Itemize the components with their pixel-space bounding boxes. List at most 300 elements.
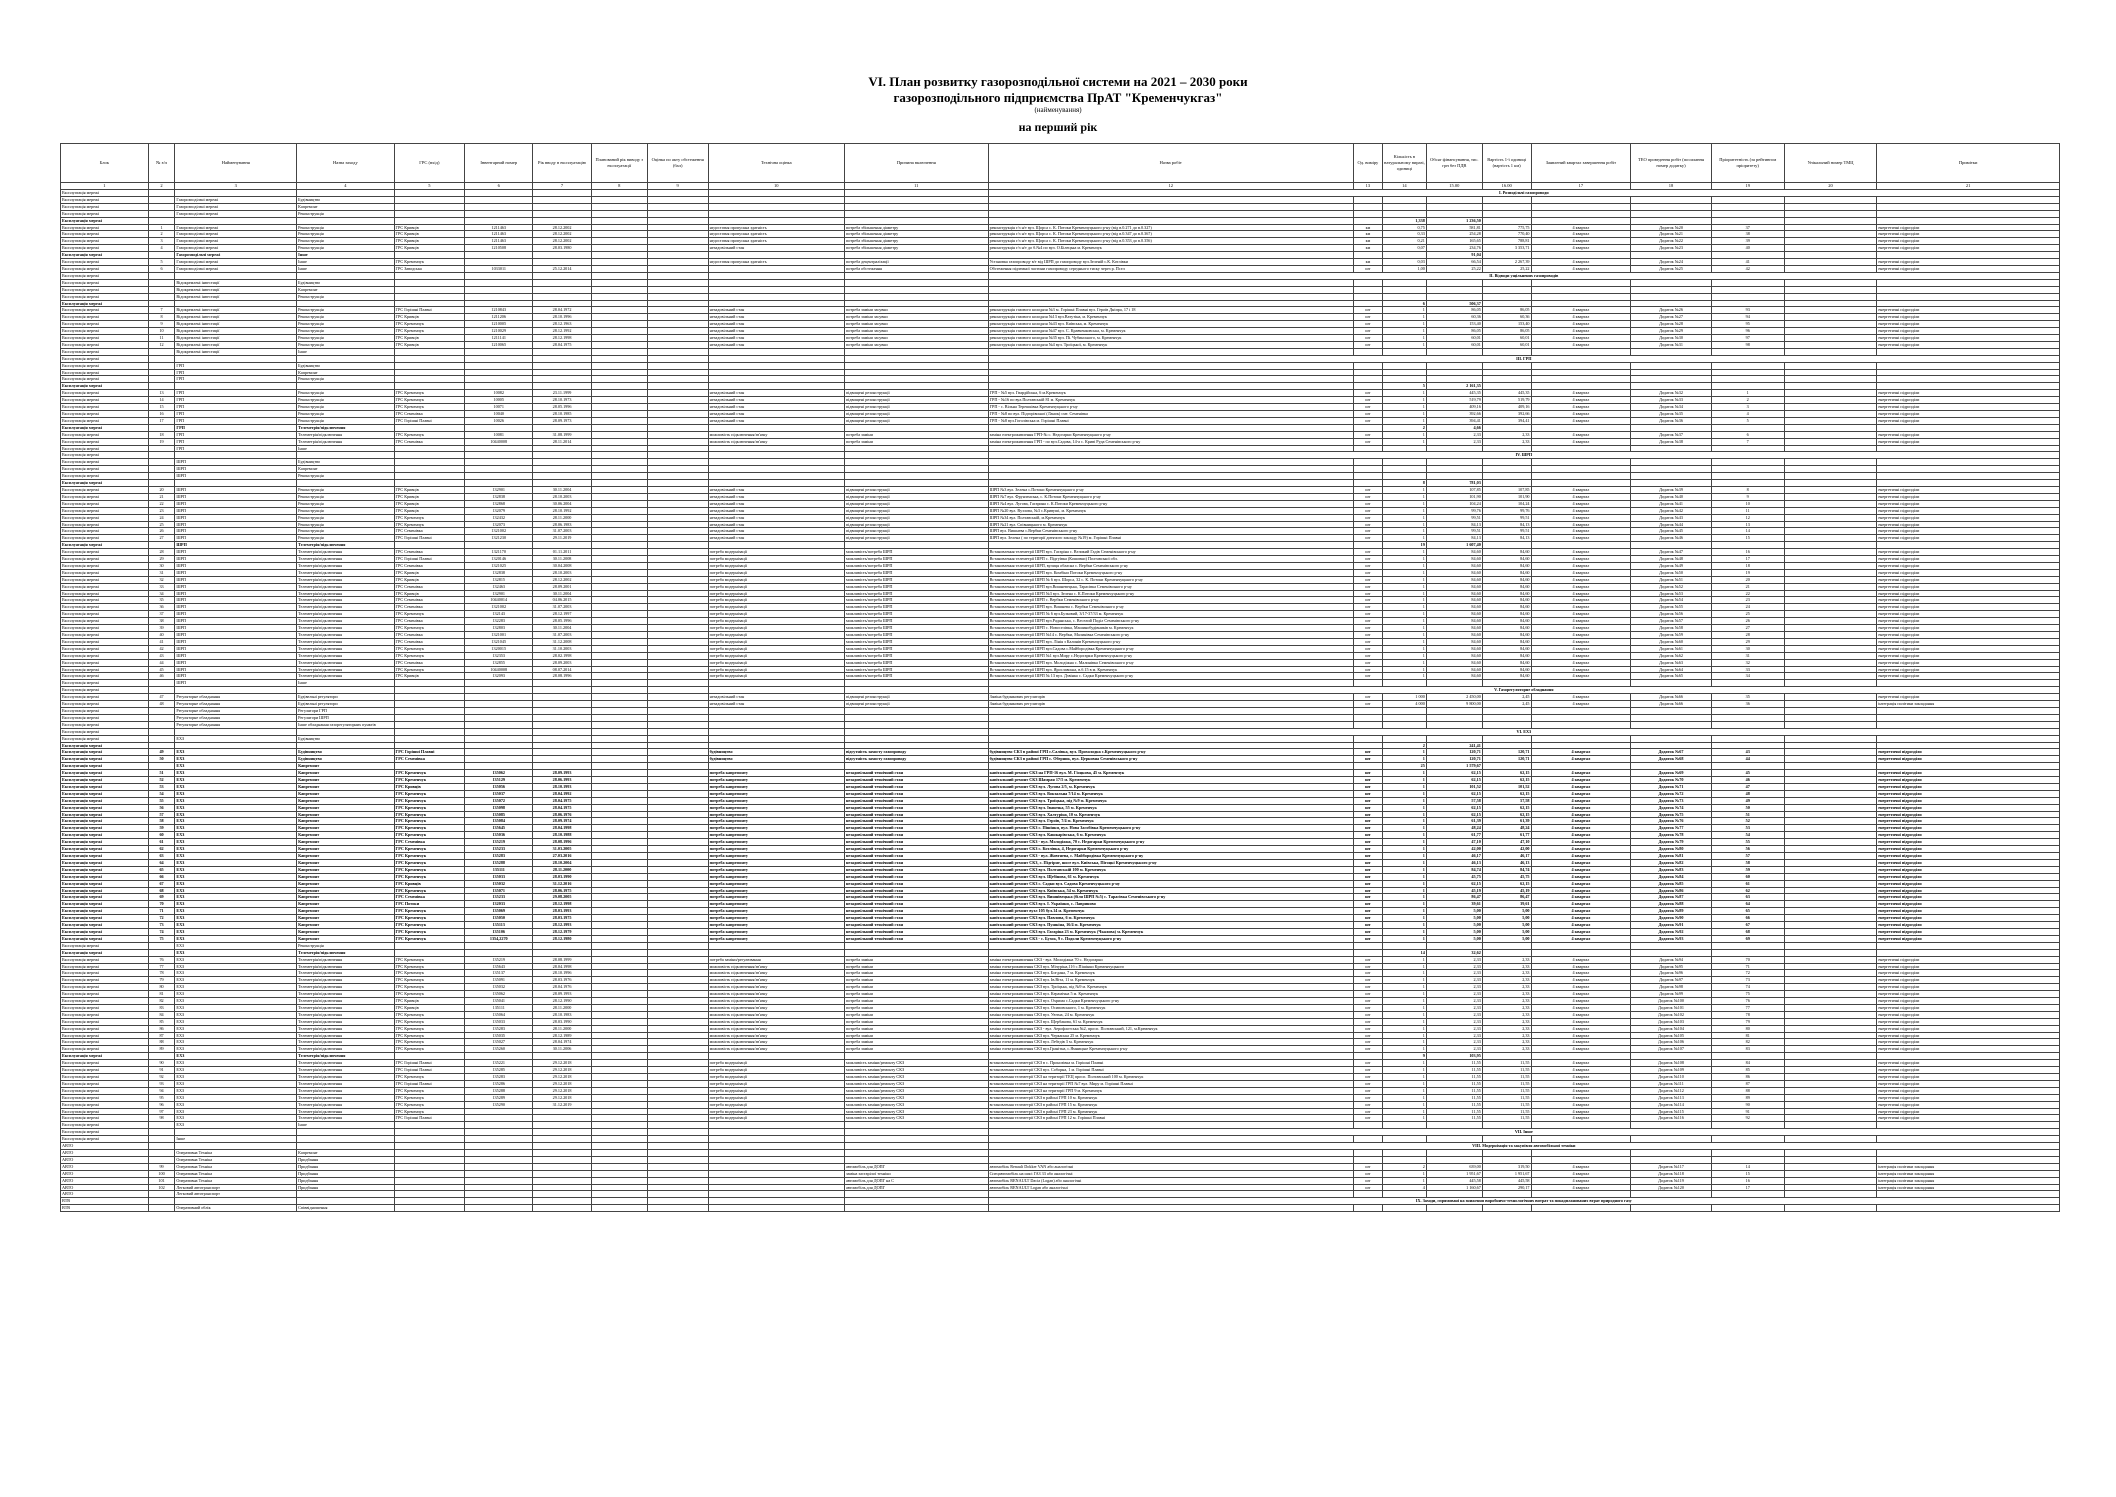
table-cell: 519,79 bbox=[1426, 397, 1482, 404]
table-cell bbox=[1353, 742, 1382, 749]
column-header: Заявлений квартал завершення робіт bbox=[1531, 144, 1631, 183]
table-row bbox=[61, 701, 2060, 708]
table-cell bbox=[591, 362, 647, 369]
table-cell bbox=[844, 196, 988, 203]
table-cell: потреба заміни bbox=[844, 431, 988, 438]
table-row bbox=[61, 1136, 2060, 1143]
table-cell: 62 bbox=[1711, 887, 1784, 894]
table-cell bbox=[465, 707, 533, 714]
table-cell: ЕХЗ bbox=[175, 1053, 297, 1060]
table-cell bbox=[647, 742, 708, 749]
table-cell bbox=[1784, 210, 1877, 217]
table-cell: енергетичні підрозділи bbox=[1877, 597, 2060, 604]
table-cell: 4 квартал bbox=[1531, 404, 1631, 411]
table-cell: Телеметрія/підключення bbox=[297, 1108, 394, 1115]
table-cell bbox=[647, 493, 708, 500]
table-cell: Встановлення телеметрії ШРП № 6 вул.Бузковий, 3/17-37/33 м. Кременчук bbox=[988, 611, 1353, 618]
table-cell: ГРС Кременчук bbox=[394, 1108, 465, 1115]
table-cell: ШРП bbox=[175, 542, 297, 549]
table-cell bbox=[533, 362, 591, 369]
table-cell: Експлуатація мережі bbox=[61, 466, 149, 473]
table-cell bbox=[1784, 1074, 1877, 1081]
table-cell bbox=[1711, 480, 1784, 487]
table-cell: Експлуатація мережі bbox=[61, 666, 149, 673]
table-cell: заміна електроживлення СКЗ вул. Охрима с.Садки Кременчуцького р-ну bbox=[988, 998, 1353, 1005]
table-cell bbox=[591, 500, 647, 507]
table-cell bbox=[1784, 203, 1877, 210]
table-cell: Встановлення телеметрії ШРП вул. Вишнева с. Вербки Семенівського р-ну bbox=[988, 604, 1353, 611]
table-cell bbox=[647, 701, 708, 708]
table-cell: Експлуатація мережі bbox=[61, 1067, 149, 1074]
table-cell bbox=[1711, 196, 1784, 203]
table-cell: 84,60 bbox=[1426, 666, 1482, 673]
table-cell bbox=[1711, 735, 1784, 742]
table-cell: 1211206 bbox=[465, 314, 533, 321]
table-cell bbox=[533, 1198, 591, 1205]
table-cell: Експлуатація мережі bbox=[61, 286, 149, 293]
table-cell bbox=[591, 300, 647, 307]
table-cell: 75 bbox=[1711, 991, 1784, 998]
table-cell bbox=[1353, 1053, 1382, 1060]
table-cell bbox=[1784, 535, 1877, 542]
table-cell: ГРС Потоки bbox=[394, 901, 465, 908]
table-cell bbox=[1784, 431, 1877, 438]
table-cell: 61 bbox=[1711, 880, 1784, 887]
table-cell bbox=[591, 977, 647, 984]
table-cell: 1320015 bbox=[465, 645, 533, 652]
table-cell: 1211141 bbox=[465, 335, 533, 342]
table-cell: 1 000 bbox=[1383, 694, 1427, 701]
table-cell: Додаток №113 bbox=[1631, 1094, 1711, 1101]
table-cell bbox=[533, 1053, 591, 1060]
table-cell: Експлуатація мережі bbox=[61, 687, 149, 694]
table-cell bbox=[465, 362, 533, 369]
table-cell: АВТО bbox=[61, 1170, 149, 1177]
table-cell: 1 bbox=[1383, 998, 1427, 1005]
table-row bbox=[61, 887, 2060, 894]
table-cell: 4 квартал bbox=[1531, 652, 1631, 659]
table-cell: Капремонт bbox=[297, 286, 394, 293]
table-cell bbox=[1531, 949, 1631, 956]
table-cell: Експлуатація мережі bbox=[61, 618, 149, 625]
table-cell: ЕХЗ bbox=[175, 1018, 297, 1025]
table-cell: 19 bbox=[1711, 569, 1784, 576]
table-cell bbox=[844, 707, 988, 714]
table-row bbox=[61, 880, 2060, 887]
table-cell bbox=[148, 300, 175, 307]
table-cell bbox=[1482, 1156, 1531, 1163]
table-cell bbox=[1531, 1149, 1631, 1156]
table-cell bbox=[1877, 1122, 2060, 1129]
table-cell bbox=[647, 569, 708, 576]
table-cell bbox=[1482, 362, 1531, 369]
table-cell: ШРП bbox=[175, 583, 297, 590]
table-cell: 519,79 bbox=[1482, 397, 1531, 404]
table-cell: 4 квартал bbox=[1531, 1032, 1631, 1039]
table-cell: підвищені резонструкції bbox=[844, 493, 988, 500]
table-cell: 1 bbox=[1383, 984, 1427, 991]
table-cell: 56 bbox=[1711, 846, 1784, 853]
table-cell bbox=[647, 1053, 708, 1060]
table-cell: 84,60 bbox=[1482, 562, 1531, 569]
table-cell: потреба модернізації bbox=[708, 549, 844, 556]
table-cell bbox=[533, 1108, 591, 1115]
table-cell: 69 bbox=[148, 894, 175, 901]
table-cell bbox=[1784, 335, 1877, 342]
table-cell: 86,05 bbox=[1482, 328, 1531, 335]
table-cell: ГРС Кривців bbox=[394, 224, 465, 231]
table-cell: шт bbox=[1353, 659, 1382, 666]
table-cell: Телеметрія/підключення bbox=[297, 1060, 394, 1067]
table-cell: 50 bbox=[1711, 804, 1784, 811]
table-cell: потреба модернізації bbox=[708, 590, 844, 597]
table-cell bbox=[647, 1087, 708, 1094]
table-cell: 1 bbox=[1383, 797, 1427, 804]
table-cell bbox=[708, 210, 844, 217]
table-row bbox=[61, 735, 2060, 742]
column-number: 9 bbox=[647, 183, 708, 190]
table-cell bbox=[591, 259, 647, 266]
table-cell bbox=[988, 1122, 1353, 1129]
table-cell: Експлуатація мережі bbox=[61, 728, 149, 735]
table-cell bbox=[1426, 369, 1482, 376]
table-cell: шт bbox=[1353, 507, 1382, 514]
table-cell bbox=[1784, 556, 1877, 563]
table-cell: енергетичні підрозділи bbox=[1877, 224, 2060, 231]
table-cell bbox=[1784, 915, 1877, 922]
table-cell: енергетичні підрозділи bbox=[1877, 583, 2060, 590]
table-cell bbox=[465, 949, 533, 956]
table-cell bbox=[647, 335, 708, 342]
table-cell: 1211463 bbox=[465, 231, 533, 238]
table-cell bbox=[533, 687, 591, 694]
table-row bbox=[61, 1025, 2060, 1032]
table-cell: незадовільний стан bbox=[708, 701, 844, 708]
table-cell: енергетичні підрозділи bbox=[1877, 625, 2060, 632]
table-cell: ЕХЗ bbox=[175, 880, 297, 887]
table-cell bbox=[591, 486, 647, 493]
table-cell bbox=[533, 949, 591, 956]
table-cell: 11,55 bbox=[1482, 1060, 1531, 1067]
table-cell: Експлуатація мережі bbox=[61, 238, 149, 245]
table-cell bbox=[591, 859, 647, 866]
table-cell: енергетичні підрозділи bbox=[1877, 811, 2060, 818]
table-cell bbox=[647, 873, 708, 880]
table-cell: 91 bbox=[1711, 1108, 1784, 1115]
table-cell: 11,55 bbox=[1426, 1087, 1482, 1094]
table-cell: 135035 bbox=[465, 1032, 533, 1039]
table-cell bbox=[591, 1101, 647, 1108]
table-cell: 28.10.2004 bbox=[533, 859, 591, 866]
table-cell: 1 bbox=[1383, 1101, 1427, 1108]
table-cell: Додаток №42 bbox=[1631, 507, 1711, 514]
table-cell bbox=[647, 1039, 708, 1046]
table-cell: Експлуатація мережі bbox=[61, 956, 149, 963]
table-cell bbox=[591, 556, 647, 563]
table-cell: потреба збільшення діаметру bbox=[844, 238, 988, 245]
table-cell: потреба заміни засувки bbox=[844, 328, 988, 335]
table-cell: 3 353,71 bbox=[1482, 245, 1531, 252]
table-cell: 11,55 bbox=[1482, 1101, 1531, 1108]
table-cell bbox=[591, 915, 647, 922]
table-cell: 1 bbox=[1383, 486, 1427, 493]
table-cell: реконструкція газового колодязя №43 вул. Київська, м. Кременчук bbox=[988, 321, 1353, 328]
table-row bbox=[61, 749, 2060, 756]
table-cell: 4 bbox=[1711, 411, 1784, 418]
table-cell: 43 bbox=[148, 652, 175, 659]
table-cell bbox=[647, 528, 708, 535]
table-cell: 49 bbox=[148, 749, 175, 756]
table-cell bbox=[647, 1067, 708, 1074]
table-cell: 84,60 bbox=[1426, 590, 1482, 597]
table-cell: капітальний ремонт СКЗ вул. Лугова 2/5, м. Кременчук bbox=[988, 783, 1353, 790]
table-cell bbox=[988, 293, 1353, 300]
table-cell: Газорозподільчі мережі bbox=[175, 245, 297, 252]
table-cell bbox=[591, 839, 647, 846]
table-cell: ШРП bbox=[175, 597, 297, 604]
table-cell bbox=[394, 369, 465, 376]
table-cell: 86 bbox=[1711, 1074, 1784, 1081]
table-cell: Експлуатація мережі bbox=[61, 694, 149, 701]
table-cell: 28.10.1993 bbox=[533, 783, 591, 790]
table-cell bbox=[844, 735, 988, 742]
table-cell: шт bbox=[1353, 1032, 1382, 1039]
column-header: ГРС (вхід) bbox=[394, 144, 465, 183]
table-cell: можливість заміни/ремонту СКЗ bbox=[844, 1067, 988, 1074]
table-cell: шт bbox=[1353, 1004, 1382, 1011]
table-row bbox=[61, 977, 2060, 984]
table-cell bbox=[1877, 445, 2060, 452]
table-cell: незадовільний стан bbox=[708, 514, 844, 521]
table-cell: 29 bbox=[1711, 638, 1784, 645]
column-number-row bbox=[61, 183, 2060, 190]
table-cell: енергетичні підрозділи bbox=[1877, 984, 2060, 991]
table-cell bbox=[394, 1170, 465, 1177]
table-cell bbox=[647, 196, 708, 203]
table-cell: ГРС Кривців bbox=[394, 590, 465, 597]
table-cell: 4 квартал bbox=[1531, 804, 1631, 811]
table-cell: 4 квартал bbox=[1531, 839, 1631, 846]
table-cell: потреба капремонту bbox=[708, 908, 844, 915]
table-cell: можливість/потреба ШРП bbox=[844, 618, 988, 625]
table-cell: 85 bbox=[1711, 1067, 1784, 1074]
table-cell: 2,33 bbox=[1482, 984, 1531, 991]
table-cell bbox=[647, 998, 708, 1005]
table-cell bbox=[988, 445, 1353, 452]
table-cell bbox=[844, 369, 988, 376]
table-cell: потреба модернізації bbox=[708, 611, 844, 618]
table-cell bbox=[148, 424, 175, 431]
table-cell: 1,00 bbox=[1383, 265, 1427, 272]
table-cell: 1210005 bbox=[465, 321, 533, 328]
table-cell: ГРС Кременчук bbox=[394, 1094, 465, 1101]
table-cell: ГРС Кременчук bbox=[394, 328, 465, 335]
table-cell bbox=[465, 1115, 533, 1122]
table-cell: ГРС Горішні Плавні bbox=[394, 1080, 465, 1087]
table-cell: Додаток №78 bbox=[1631, 832, 1711, 839]
table-cell: 135643 bbox=[465, 963, 533, 970]
table-cell: 13 bbox=[148, 390, 175, 397]
table-cell bbox=[465, 687, 533, 694]
table-cell bbox=[465, 293, 533, 300]
table-cell: ГРП - №5 вул. Гвардійська, 6 м.Кременчук bbox=[988, 390, 1353, 397]
table-cell: 31.07.2003 bbox=[533, 632, 591, 639]
table-cell bbox=[175, 1129, 297, 1136]
table-cell: ГРС Кременчук bbox=[394, 1011, 465, 1018]
table-cell bbox=[647, 1184, 708, 1191]
table-cell: 84,13 bbox=[1482, 535, 1531, 542]
table-cell: шт bbox=[1353, 804, 1382, 811]
table-cell: 4 квартал bbox=[1531, 556, 1631, 563]
table-cell: Телеметрія/підключення bbox=[297, 1101, 394, 1108]
table-cell: капітальний ремонт СКЗ на ГРП-16 вул. М. Гіоцкова, 45 м. Кременчук bbox=[988, 770, 1353, 777]
table-cell bbox=[1383, 1122, 1427, 1129]
table-cell: ГРС Кременчук bbox=[394, 1032, 465, 1039]
table-cell bbox=[533, 466, 591, 473]
table-cell bbox=[1383, 466, 1427, 473]
table-cell bbox=[1877, 279, 2060, 286]
table-cell bbox=[1877, 542, 2060, 549]
table-cell: 4 квартал bbox=[1531, 632, 1631, 639]
table-cell: Експлуатація мережі bbox=[61, 846, 149, 853]
table-cell: 392,66 bbox=[1426, 411, 1482, 418]
table-cell: шт bbox=[1353, 583, 1382, 590]
table-cell bbox=[1784, 853, 1877, 860]
table-cell bbox=[1531, 742, 1631, 749]
table-cell: шт bbox=[1353, 265, 1382, 272]
table-cell bbox=[591, 480, 647, 487]
table-cell bbox=[1711, 1156, 1784, 1163]
table-cell: 15 bbox=[1711, 1170, 1784, 1177]
table-cell: енергетичні підрозділи bbox=[1877, 1018, 2060, 1025]
table-cell: 4 квартал bbox=[1531, 307, 1631, 314]
column-number: 7 bbox=[533, 183, 591, 190]
table-cell: енергетичні підрозділи bbox=[1877, 832, 2060, 839]
table-cell bbox=[1711, 383, 1784, 390]
table-cell: Додаток №54 bbox=[1631, 597, 1711, 604]
table-cell: 135069 bbox=[465, 908, 533, 915]
table-cell: можливість/потреба ШРП bbox=[844, 611, 988, 618]
table-cell: 54 bbox=[1711, 832, 1784, 839]
table-cell: ГРС Кременчук bbox=[394, 1101, 465, 1108]
table-cell bbox=[1531, 217, 1631, 224]
column-header: Назва заходу bbox=[297, 144, 394, 183]
table-cell: 86,05 bbox=[1426, 307, 1482, 314]
table-cell bbox=[1711, 473, 1784, 480]
table-cell bbox=[394, 293, 465, 300]
table-cell: км bbox=[1353, 259, 1382, 266]
table-cell: енергетичні підрозділи bbox=[1877, 321, 2060, 328]
table-cell: енергетичні підрозділи bbox=[1877, 528, 2060, 535]
table-cell: 60,36 bbox=[1482, 314, 1531, 321]
table-cell bbox=[844, 362, 988, 369]
table-cell: 1 bbox=[1383, 1011, 1427, 1018]
table-cell bbox=[1353, 480, 1382, 487]
table-cell: 93 bbox=[148, 1080, 175, 1087]
table-cell bbox=[465, 542, 533, 549]
table-cell: енергетичні підрозділи bbox=[1877, 908, 2060, 915]
table-cell bbox=[1711, 942, 1784, 949]
table-cell: ШРП bbox=[175, 659, 297, 666]
table-cell bbox=[844, 293, 988, 300]
table-cell: 28.06.1976 bbox=[533, 811, 591, 818]
table-cell: Телеметрія/підключення bbox=[297, 1074, 394, 1081]
table-cell bbox=[1531, 1122, 1631, 1129]
table-cell: Будівництво bbox=[297, 362, 394, 369]
table-cell bbox=[1482, 293, 1531, 300]
table-cell bbox=[1784, 252, 1877, 259]
table-cell: ШРП bbox=[175, 632, 297, 639]
table-cell: 31.07.2003 bbox=[533, 528, 591, 535]
table-cell bbox=[1784, 245, 1877, 252]
table-cell: 5,00 bbox=[1482, 922, 1531, 929]
table-cell bbox=[647, 1115, 708, 1122]
table-cell bbox=[148, 714, 175, 721]
table-cell bbox=[1711, 286, 1784, 293]
table-cell: 1 bbox=[1383, 493, 1427, 500]
table-cell: 28.11.2000 bbox=[533, 1004, 591, 1011]
table-cell bbox=[647, 514, 708, 521]
section-title: VI. ЕХЗ bbox=[988, 728, 2059, 735]
table-cell: ГРС Семенівка bbox=[394, 562, 465, 569]
table-cell bbox=[1784, 583, 1877, 590]
table-cell: незадовільний стан bbox=[708, 694, 844, 701]
table-cell: капітальний ремонт СКЗ - вул. Жовтнева, с. Майбородівка Кременчуцького р-ну bbox=[988, 853, 1353, 860]
table-cell bbox=[465, 1129, 533, 1136]
table-cell: ЕХЗ bbox=[175, 1004, 297, 1011]
table-cell bbox=[1784, 783, 1877, 790]
table-cell bbox=[1784, 756, 1877, 763]
column-header: Назва робіт bbox=[988, 144, 1353, 183]
table-cell bbox=[844, 680, 988, 687]
table-cell: 4 квартал bbox=[1531, 224, 1631, 231]
table-cell bbox=[533, 1170, 591, 1177]
table-cell: Експлуатація мережі bbox=[61, 348, 149, 355]
table-cell: 28.03.1975 bbox=[533, 915, 591, 922]
table-cell: 84,60 bbox=[1426, 611, 1482, 618]
table-cell: ШРП №21 вул. Співницького м. Кременчук bbox=[988, 521, 1353, 528]
table-cell bbox=[591, 397, 647, 404]
table-cell: шт bbox=[1353, 866, 1382, 873]
table-cell: шт bbox=[1353, 1039, 1382, 1046]
table-cell bbox=[647, 1156, 708, 1163]
table-cell: Експлуатація мережі bbox=[61, 645, 149, 652]
table-cell: шт bbox=[1353, 1170, 1382, 1177]
company-name: газорозподільного підприємства ПрАТ "Кременчукгаз" bbox=[893, 90, 1223, 105]
table-cell: 11,55 bbox=[1426, 1094, 1482, 1101]
table-cell bbox=[844, 300, 988, 307]
table-cell: Експлуатація мережі bbox=[61, 417, 149, 424]
table-cell: 135032 bbox=[465, 984, 533, 991]
table-cell bbox=[394, 1149, 465, 1156]
table-cell: Реконструкція bbox=[297, 390, 394, 397]
table-cell: Експлуатація мережі bbox=[61, 880, 149, 887]
table-cell bbox=[708, 348, 844, 355]
table-cell: капітальний ремонт СКЗ вул. Троїцька, під №9 м. Кременчук bbox=[988, 797, 1353, 804]
table-cell: Оперативна Техніка bbox=[175, 1163, 297, 1170]
table-cell: незадовільний стан bbox=[708, 335, 844, 342]
table-cell: 28.02.1998 bbox=[533, 652, 591, 659]
table-cell bbox=[533, 190, 591, 197]
table-cell bbox=[1784, 1163, 1877, 1170]
table-cell: шт bbox=[1353, 341, 1382, 348]
table-cell: 234,76 bbox=[1426, 245, 1482, 252]
table-cell: незадовільний стан bbox=[708, 245, 844, 252]
table-cell: 78 bbox=[1711, 1011, 1784, 1018]
table-cell: можливість підключення/зв'язку bbox=[708, 984, 844, 991]
table-cell: Додаток №29 bbox=[1631, 328, 1711, 335]
table-cell: капітальний ремонт СКЗ Шамрая 17/5 м. Кременчук bbox=[988, 777, 1353, 784]
